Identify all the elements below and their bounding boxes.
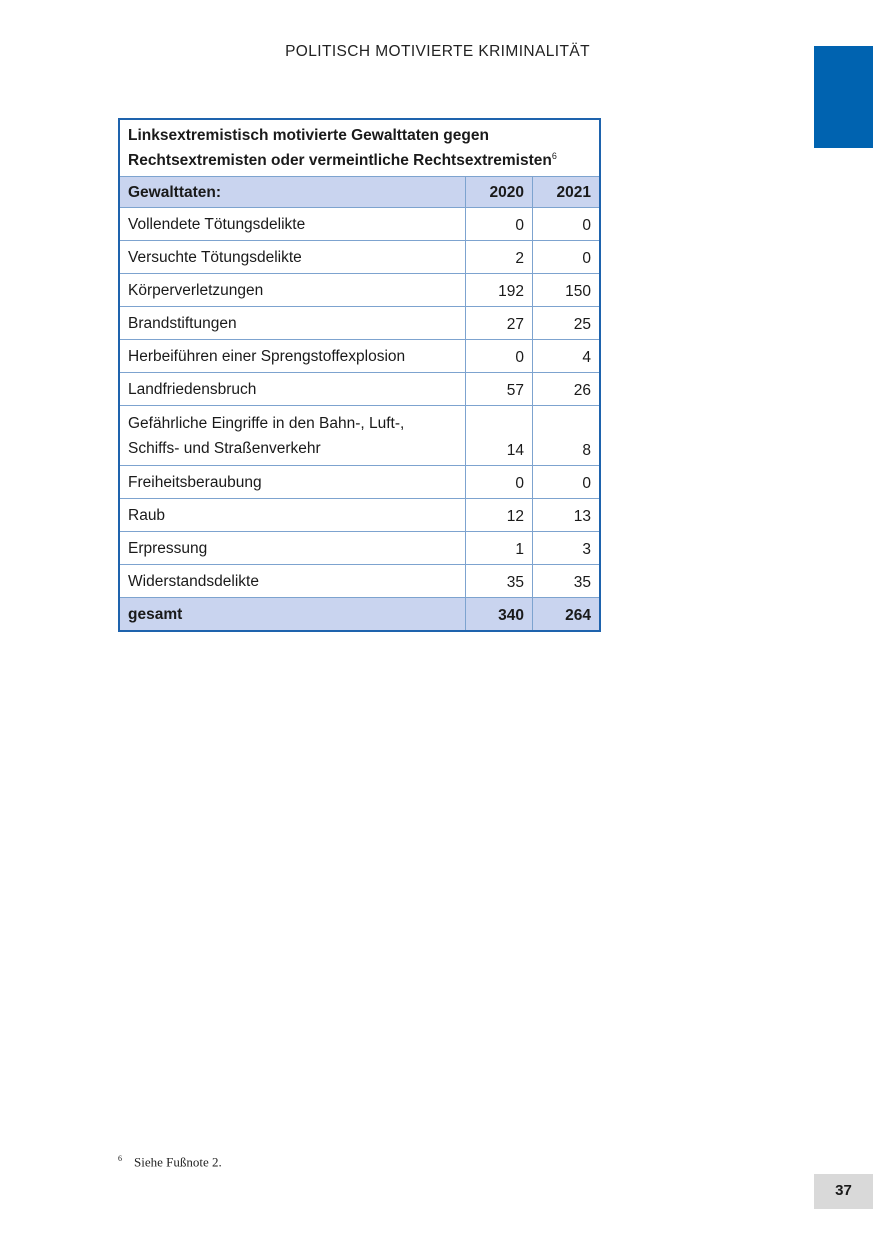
- table-caption-line-1: Linksextremistisch motivierte Gewalttaten gegen: [128, 127, 489, 144]
- running-head-title: POLITISCH MOTIVIERTE KRIMINALITÄT: [285, 43, 590, 60]
- row-label: Herbeiführen einer Sprengstoffexplosion: [119, 340, 466, 373]
- table-caption: [119, 119, 600, 177]
- footnote: [118, 1154, 222, 1170]
- table-caption-line-2-text: Rechtsextremisten oder vermeintliche Rechtsextremisten: [128, 152, 552, 169]
- row-label: [119, 406, 466, 466]
- table-row: [119, 466, 600, 499]
- value-2021: 150: [533, 274, 601, 307]
- table-row: [119, 406, 600, 466]
- value-2021: 0: [533, 466, 601, 499]
- value-2021: 26: [533, 373, 601, 406]
- value-2020: 0: [466, 340, 533, 373]
- value-2020: 0: [466, 208, 533, 241]
- value-2020: 192: [466, 274, 533, 307]
- table-row: [119, 307, 600, 340]
- row-label: Versuchte Tötungsdelikte: [119, 241, 466, 274]
- row-label: Raub: [119, 499, 466, 532]
- table-row: [119, 499, 600, 532]
- footnote-reference: 6: [551, 150, 557, 161]
- table-row: [119, 340, 600, 373]
- value-2020: 27: [466, 307, 533, 340]
- value-2021: 3: [533, 532, 601, 565]
- value-2020: 14: [466, 406, 533, 466]
- column-header-2021: 2021: [533, 177, 601, 208]
- value-2021: 25: [533, 307, 601, 340]
- violence-statistics-table: [118, 118, 601, 632]
- value-2021: 0: [533, 241, 601, 274]
- table-row: [119, 274, 600, 307]
- row-label-line-2: Schiffs- und Straßenverkehr: [128, 439, 321, 457]
- row-label: Vollendete Tötungsdelikte: [119, 208, 466, 241]
- table-caption-row: [119, 119, 600, 177]
- value-2020: 57: [466, 373, 533, 406]
- table-row: [119, 373, 600, 406]
- table-total-row: [119, 598, 600, 632]
- value-2021: 35: [533, 565, 601, 598]
- table-caption-line-2: [128, 148, 591, 173]
- total-2021: 264: [533, 598, 601, 632]
- value-2020: 2: [466, 241, 533, 274]
- table-header-row: [119, 177, 600, 208]
- value-2020: 35: [466, 565, 533, 598]
- total-2020: 340: [466, 598, 533, 632]
- row-label: Widerstandsdelikte: [119, 565, 466, 598]
- value-2021: 8: [533, 406, 601, 466]
- table-row: [119, 241, 600, 274]
- value-2021: 13: [533, 499, 601, 532]
- value-2020: 1: [466, 532, 533, 565]
- row-label-line-1: Gefährliche Eingriffe in den Bahn-, Luft-,: [128, 414, 405, 432]
- row-label: Landfriedensbruch: [119, 373, 466, 406]
- row-label: Brandstiftungen: [119, 307, 466, 340]
- value-2021: 4: [533, 340, 601, 373]
- value-2021: 0: [533, 208, 601, 241]
- column-header-2020: 2020: [466, 177, 533, 208]
- table-row: [119, 208, 600, 241]
- value-2020: 12: [466, 499, 533, 532]
- row-label: Freiheitsberaubung: [119, 466, 466, 499]
- page-number: 37: [814, 1174, 873, 1209]
- column-header-category: Gewalttaten:: [119, 177, 466, 208]
- footnote-mark: 6: [118, 1154, 122, 1163]
- total-label: gesamt: [119, 598, 466, 632]
- row-label: Erpressung: [119, 532, 466, 565]
- row-label: Körperverletzungen: [119, 274, 466, 307]
- value-2020: 0: [466, 466, 533, 499]
- chapter-side-tab: [814, 46, 873, 148]
- table-row: [119, 565, 600, 598]
- footnote-text: Siehe Fußnote 2.: [134, 1154, 222, 1170]
- table-row: [119, 532, 600, 565]
